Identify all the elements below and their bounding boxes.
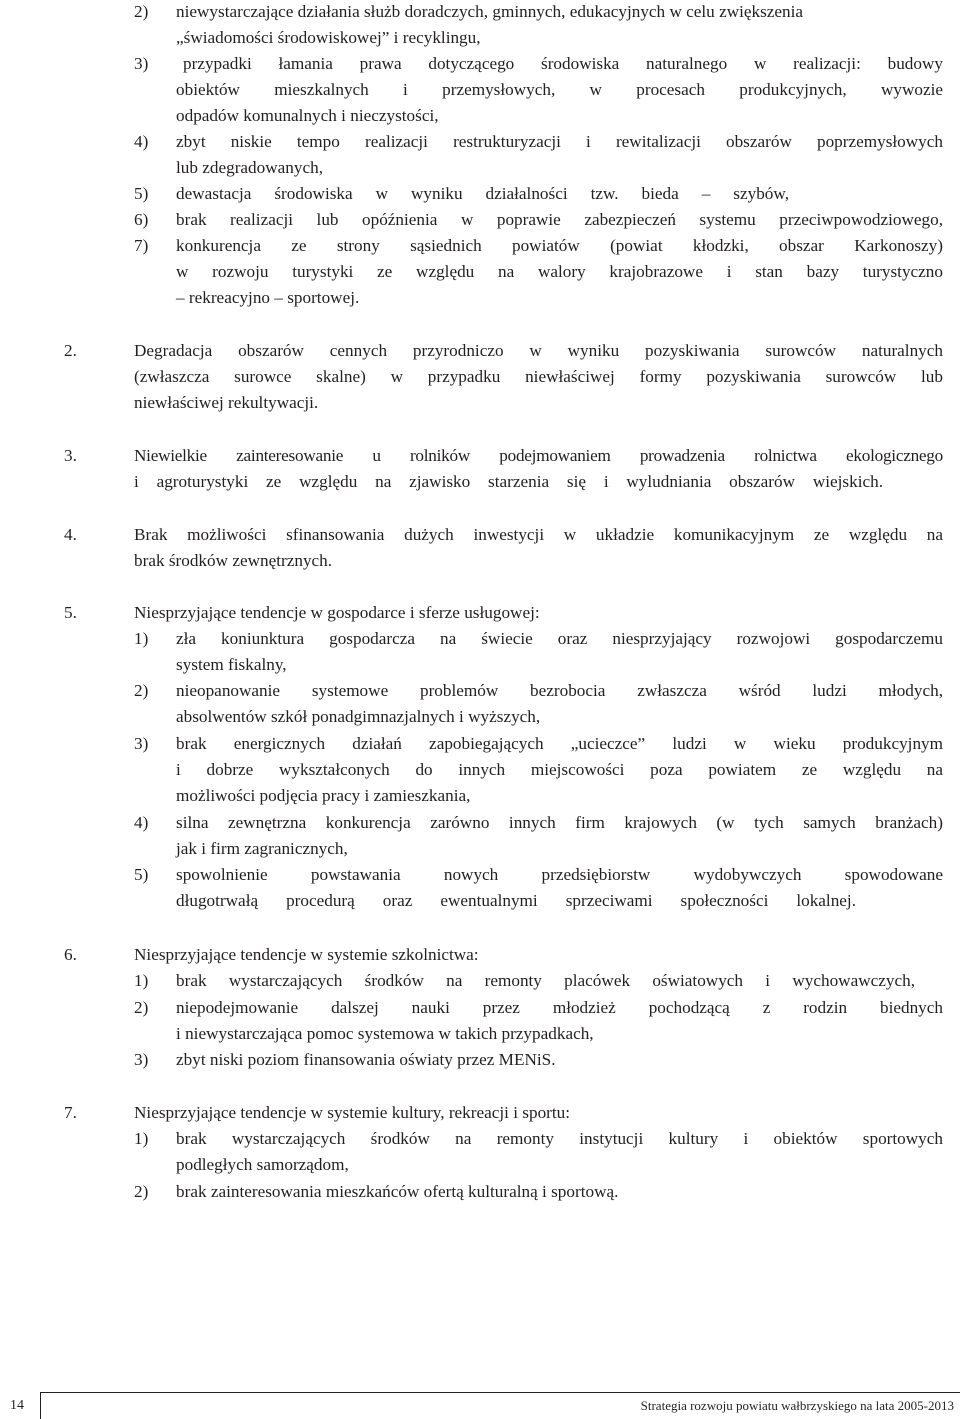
item-number: 3) [134, 54, 149, 73]
item-line: odpadów komunalnych i nieczystości, [176, 106, 439, 125]
section-line: Niewielkie zainteresowanie u rolników podejmowaniem prowadzenia rolnictwa ekologicznego [134, 446, 943, 465]
item-line: system fiskalny, [176, 655, 287, 674]
item-line: brak energicznych działań zapobiegających „ucieczce” ludzi w wieku produkcyjnym [176, 734, 943, 753]
section-number: 5. [64, 603, 77, 622]
section-number: 6. [64, 945, 77, 964]
section-number: 3. [64, 446, 77, 465]
item-line: w rozwoju turystyki ze względu na walory krajobrazowe i stan bazy turystyczno [176, 262, 943, 281]
item-number: 2) [134, 2, 149, 21]
item-number: 1) [134, 629, 149, 648]
item-line: niewystarczające działania służb doradczych, gminnych, edukacyjnych w celu zwiększenia [176, 2, 804, 21]
item-line: zła koniunktura gospodarcza na świecie oraz niesprzyjający rozwojowi gospodarczemu [176, 629, 943, 648]
item-line: jak i firm zagranicznych, [176, 839, 348, 858]
item-line: możliwości podjęcia pracy i zamieszkania, [176, 786, 471, 805]
item-line: zbyt niskie tempo realizacji restrukturyzacji i rewitalizacji obszarów poprzemysłowych [176, 132, 943, 151]
section-line: Brak możliwości sfinansowania dużych inwestycji w układzie komunikacyjnym ze względu na [134, 525, 943, 544]
item-number: 1) [134, 971, 149, 990]
item-number: 5) [134, 184, 149, 203]
item-line: nieopanowanie systemowe problemów bezrobocia zwłaszcza wśród ludzi młodych, [176, 681, 943, 700]
section-line: niewłaściwej rekultywacji. [134, 393, 319, 412]
section-line: brak środków zewnętrznych. [134, 551, 333, 570]
footer-rule [40, 1392, 960, 1393]
item-number: 1) [134, 1129, 149, 1148]
item-number: 3) [134, 734, 149, 753]
item-line: długotrwałą procedurą oraz ewentualnymi sprzeciwami społeczności lokalnej. [176, 891, 856, 910]
item-line: podległych samorządom, [176, 1155, 349, 1174]
item-line: niepodejmowanie dalszej nauki przez młodzież pochodzącą z rodzin biednych [176, 998, 943, 1017]
item-line: – rekreacyjno – sportowej. [176, 288, 360, 307]
item-line: zbyt niski poziom finansowania oświaty przez MENiS. [176, 1050, 556, 1069]
item-line: obiektów mieszkalnych i przemysłowych, w procesach produkcyjnych, wywozie [176, 80, 943, 99]
item-line: absolwentów szkół ponadgimnazjalnych i wyższych, [176, 707, 541, 726]
section-line: i agroturystyki ze względu na zjawisko starzenia się i wyludniania obszarów wiejskich. [134, 472, 883, 491]
item-number: 2) [134, 998, 149, 1017]
page-number: 14 [10, 1398, 24, 1413]
item-number: 4) [134, 813, 149, 832]
section-heading: Niesprzyjające tendencje w gospodarce i sferze usługowej: [134, 603, 540, 622]
item-line: „świadomości środowiskowej” i recyklingu, [176, 28, 481, 47]
item-line: i dobrze wykształconych do innych miejscowości poza powiatem ze względu na [176, 760, 943, 779]
item-line: lub zdegradowanych, [176, 158, 323, 177]
item-line: silna zewnętrzna konkurencja zarówno innych firm krajowych (w tych samych branżach) [176, 813, 943, 832]
section-number: 4. [64, 525, 77, 544]
item-line: spowolnienie powstawania nowych przedsiębiorstw wydobywczych spowodowane [176, 865, 943, 884]
item-number: 4) [134, 132, 149, 151]
item-line: przypadki łamania prawa dotyczącego środowiska naturalnego w realizacji: budowy [183, 54, 943, 73]
item-line: konkurencja ze strony sąsiednich powiatów (powiat kłodzki, obszar Karkonoszy) [176, 236, 943, 255]
section-line: (zwłaszcza surowce skalne) w przypadku niewłaściwej formy pozyskiwania surowców lub [134, 367, 943, 386]
section-number: 2. [64, 341, 77, 360]
item-number: 7) [134, 236, 149, 255]
item-number: 6) [134, 210, 149, 229]
section-number: 7. [64, 1103, 77, 1122]
item-number: 2) [134, 681, 149, 700]
item-line: i niewystarczająca pomoc systemowa w takich przypadkach, [176, 1024, 594, 1043]
section-heading: Niesprzyjające tendencje w systemie kultury, rekreacji i sportu: [134, 1103, 571, 1122]
item-number: 2) [134, 1182, 149, 1201]
item-number: 3) [134, 1050, 149, 1069]
item-line: brak realizacji lub opóźnienia w poprawie zabezpieczeń systemu przeciwpowodziowego, [176, 210, 943, 229]
footer-title: Strategia rozwoju powiatu wałbrzyskiego na lata 2005-2013 [640, 1398, 954, 1413]
section-line: Degradacja obszarów cennych przyrodniczo w wyniku pozyskiwania surowców naturalnych [134, 341, 943, 360]
item-line: brak wystarczających środków na remonty placówek oświatowych i wychowawczych, [176, 971, 915, 990]
item-line: brak zainteresowania mieszkańców ofertą kulturalną i sportową. [176, 1182, 619, 1201]
item-line: dewastacja środowiska w wyniku działalności tzw. bieda – szybów, [176, 184, 789, 203]
item-number: 5) [134, 865, 149, 884]
section-heading: Niesprzyjające tendencje w systemie szkolnictwa: [134, 945, 479, 964]
item-line: brak wystarczających środków na remonty instytucji kultury i obiektów sportowych [176, 1129, 943, 1148]
